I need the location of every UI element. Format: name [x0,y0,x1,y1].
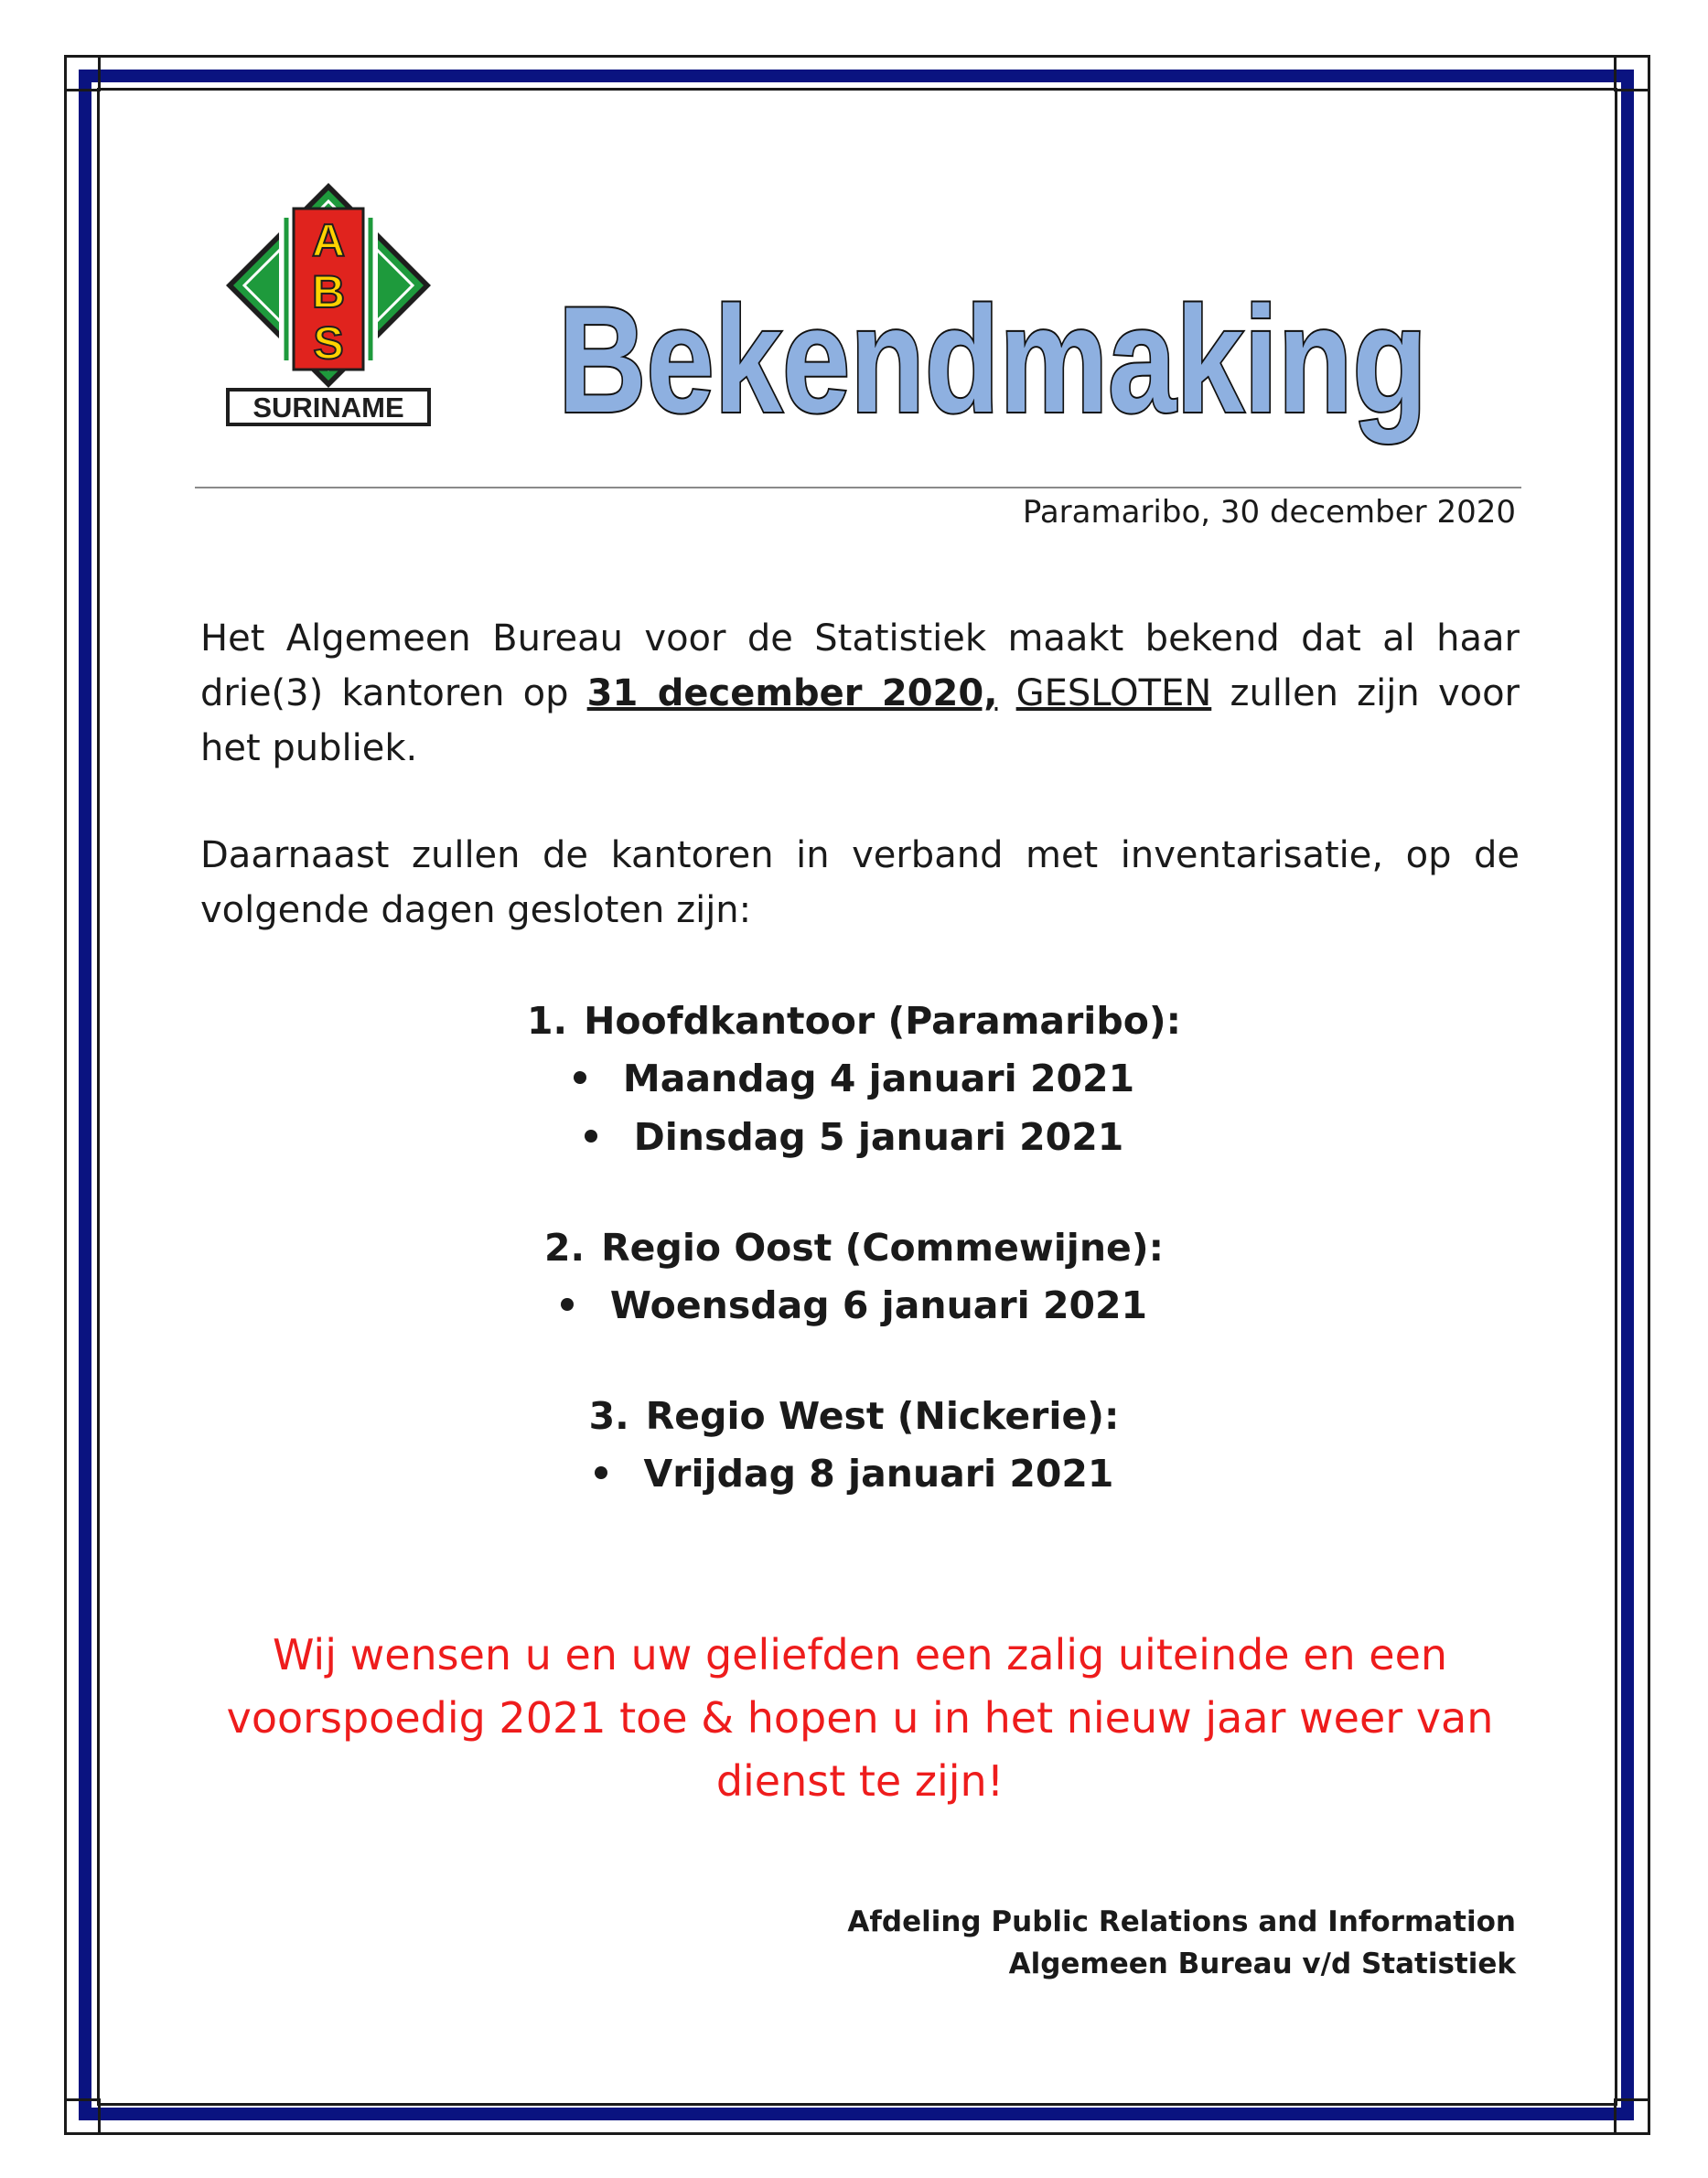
logo-letter-s: S [313,317,344,369]
office-item [0,1219,1708,1335]
para1-text-before: Het Algemeen Bureau voor de Statistiek maakt bekend dat al haar drie(3) kantoren op [200,617,1520,714]
para1-text-after: zullen zijn voor het publiek. [200,672,1520,769]
signature-department: Afdeling Public Relations and Information [847,1905,1516,1938]
border-corner-top-left [64,55,101,91]
closure-date: 31 december 2020, [586,672,998,714]
closure-day-text: Woensdag 6 januari 2021 [609,1283,1148,1327]
closure-day-text: Vrijdag 8 januari 2021 [643,1452,1114,1496]
holiday-wishes [220,1624,1500,1813]
closure-day [0,1108,1708,1166]
bullet-icon [561,1298,574,1311]
abs-suriname-logo [224,181,433,426]
bullet-icon [585,1130,597,1143]
office-title [0,1388,1708,1444]
page-title [549,275,1436,457]
wish-line: voorspoedig 2021 toe & hopen u in het nieuw jaar weer van [226,1693,1494,1743]
signature-organization: Algemeen Bureau v/d Statistiek [1008,1947,1516,1980]
wish-line: Wij wensen u en uw geliefden een zalig uiteinde en een [272,1630,1448,1679]
closure-day-text: Dinsdag 5 januari 2021 [633,1115,1124,1159]
closure-day [0,1444,1708,1503]
inventory-paragraph: Daarnaast zullen de kantoren in verband met inventarisatie, op de volgende dagen gesloten zijn: [200,834,1520,931]
office-name: Regio Oost (Commewijne): [601,1226,1164,1270]
office-number: 3. [588,1394,629,1438]
title-text: Bekendmaking [558,275,1427,444]
announcement-paragraph [200,611,1520,776]
office-title [0,992,1708,1049]
logo-letter-b: B [311,266,346,317]
border-corner-bottom-right [1614,2098,1650,2135]
closure-day [0,1276,1708,1335]
border-corner-bottom-left [64,2098,101,2135]
office-item [0,1388,1708,1503]
closed-word: GESLOTEN [1015,672,1212,714]
office-number: 1. [526,999,568,1043]
closure-day-text: Maandag 4 januari 2021 [622,1057,1135,1100]
office-item [0,992,1708,1166]
logo-caption: SURINAME [252,392,404,424]
office-name: Hoofdkantoor (Paramaribo): [584,999,1182,1043]
wish-line: dienst te zijn! [715,1756,1004,1806]
office-name: Regio West (Nickerie): [645,1394,1120,1438]
header-divider [195,487,1521,488]
date-line: Paramaribo, 30 december 2020 [1022,494,1516,531]
para1-space [997,672,1015,714]
office-number: 2. [544,1226,585,1270]
office-closure-list [0,992,1708,1556]
bullet-icon [574,1071,586,1084]
signature-block [847,1901,1516,1985]
bullet-icon [595,1466,607,1479]
logo-letter-a: A [311,215,346,266]
border-corner-top-right [1614,55,1650,91]
closure-day [0,1049,1708,1108]
office-title [0,1219,1708,1276]
